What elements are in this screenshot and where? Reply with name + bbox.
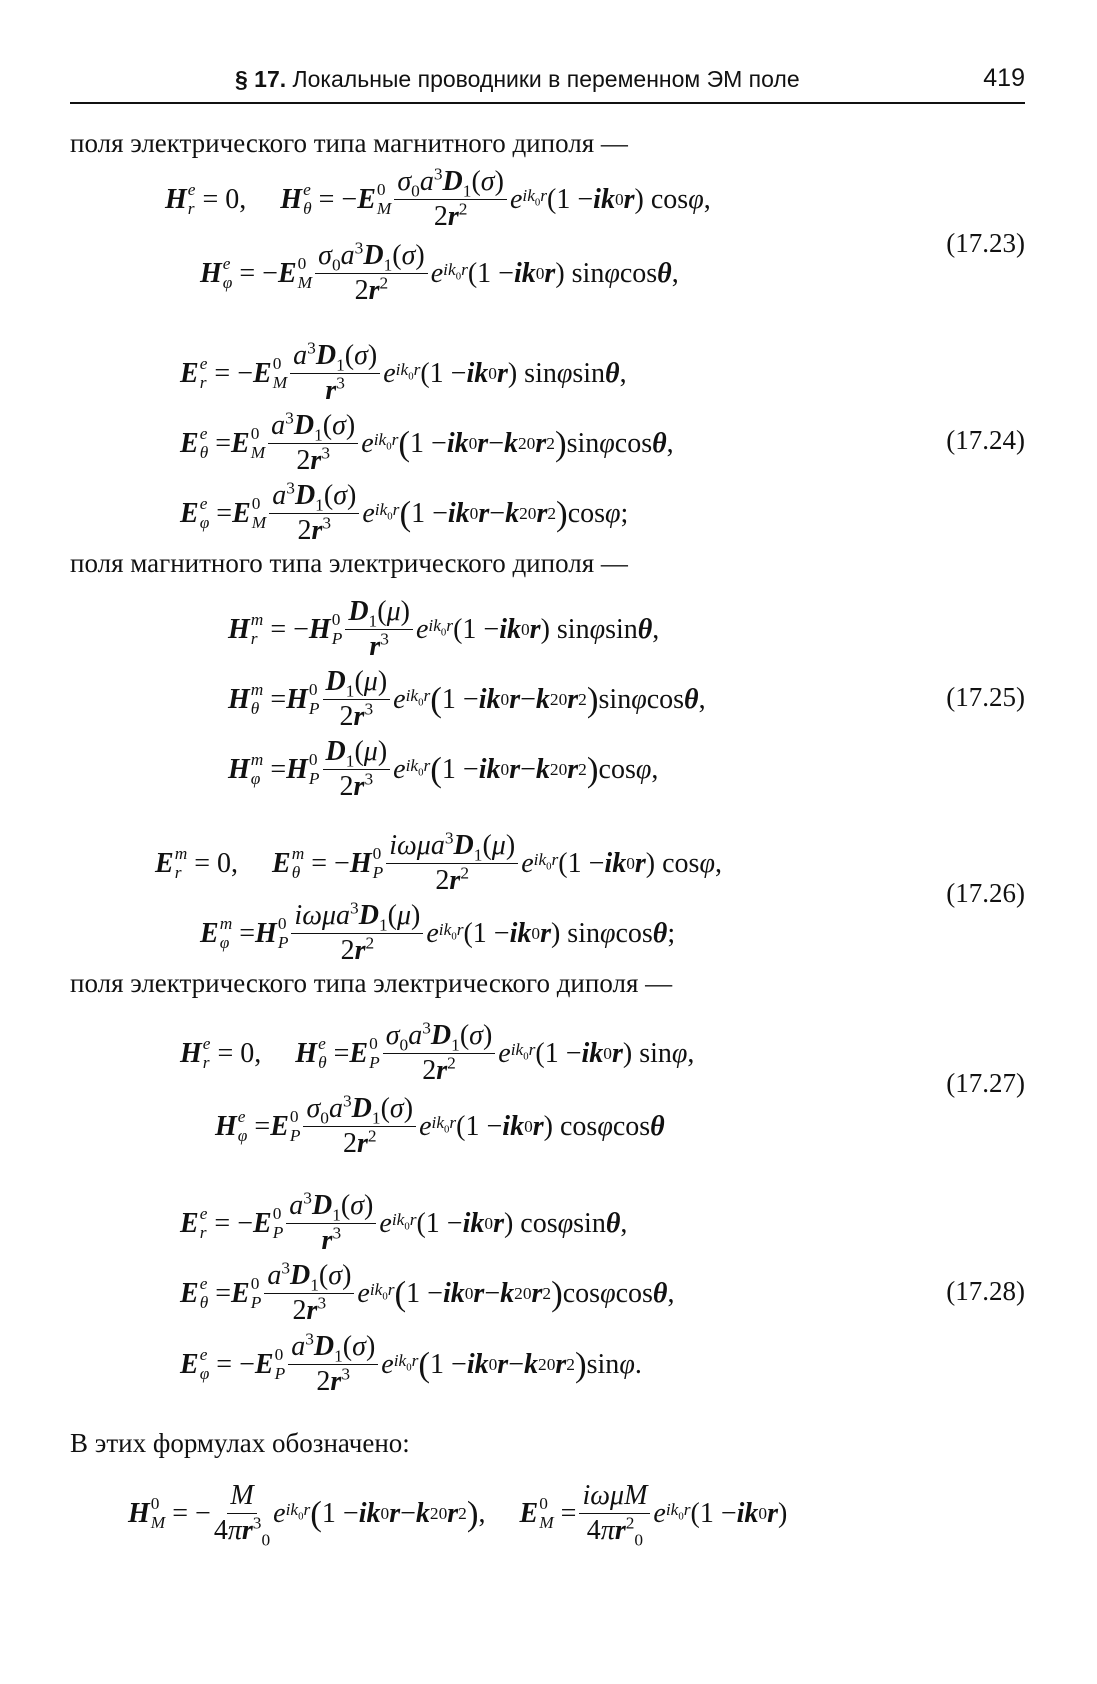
running-header xyxy=(70,62,1025,104)
paragraph-notation: В этих формулах обозначено: xyxy=(70,1428,410,1458)
equation-number-17-26: (17.26) xyxy=(946,878,1025,908)
paragraph-electric-dipole-magnetic-fields: поля магнитного типа электрического диполя — xyxy=(70,548,628,578)
equation-17-24-line-3: E e φ = E 0 M $a^3D_1(\sigma)$ $2r^3$ e $ik_0r$ ( 1 − ik 0 r − k 2 0 r 2 ) cos φ ; xyxy=(180,478,629,546)
equation-17-24-line-1: E e r = − E 0 M $a^3D_1(\sigma)$ $r^3$ e $ik_0r$ (1 − ik 0 r ) sin φ sin θ , xyxy=(180,338,627,406)
equation-definitions: H 0 M = − M $4\pi r^3_0$ e $ik_0r$ ( 1 − ik 0 r − k 2 0 r 2 ) , E 0 M = iωμM $4\pi r^2_0$ e $ik_0r$ (1 − ik 0 r ) xyxy=(128,1480,788,1550)
equation-number-17-27: (17.27) xyxy=(946,1068,1025,1098)
equation-17-26-line-2: E m φ = H 0 P $i\omega\mu a^3D_1(\mu)$ $2r^2$ e $ik_0r$ (1 − ik 0 r ) sin φ cos θ ; xyxy=(200,898,676,966)
equation-17-27-line-1: H e r = 0, H e θ = E 0 P $\sigma_0a^3D_1(\sigma)$ $2r^2$ e $ik_0r$ (1 − ik 0 r ) sin φ , xyxy=(180,1018,695,1086)
equation-17-26-line-1: E m r = 0, E m θ = − H 0 P $i\omega\mu a^3D_1(\mu)$ $2r^2$ e $ik_0r$ (1 − ik 0 r ) cos φ , xyxy=(155,828,722,896)
equation-number-17-24: (17.24) xyxy=(946,425,1025,455)
equation-17-23-line-1: H e r = 0, H e θ = − E 0 M $\sigma_0a^3D_1(\sigma)$ $2r^2$ e $ik_0r$ (1 − ik 0 r ) cos φ , xyxy=(165,164,711,232)
equation-17-27-line-2: H e φ = E 0 P $\sigma_0a^3D_1(\sigma)$ $2r^2$ e $ik_0r$ (1 − ik 0 r ) cos φ cos θ xyxy=(215,1091,665,1159)
page-number: 419 xyxy=(983,64,1025,92)
equation-17-28-line-1: E e r = − E 0 P $a^3D_1(\sigma)$ $r^3$ e $ik_0r$ (1 − ik 0 r ) cos φ sin θ , xyxy=(180,1188,628,1256)
section-title: Локальные проводники в переменном ЭМ поле xyxy=(292,66,800,92)
equation-17-24-line-2: E e θ = E 0 M $a^3D_1(\sigma)$ $2r^3$ e $ik_0r$ ( 1 − ik 0 r − k 2 0 r 2 ) sin φ cos θ , xyxy=(180,408,674,476)
paragraph-electric-dipole-electric-fields: поля электрического типа электрического диполя — xyxy=(70,968,673,998)
equation-number-17-23: (17.23) xyxy=(946,228,1025,258)
equation-number-17-25: (17.25) xyxy=(946,682,1025,712)
equation-17-28-line-2: E e θ = E 0 P $a^3D_1(\sigma)$ $2r^3$ e $ik_0r$ ( 1 − ik 0 r − k 2 0 r 2 ) cos φ cos θ , xyxy=(180,1258,675,1326)
equation-17-23-line-2: H e φ = − E 0 M $\sigma_0a^3D_1(\sigma)$ $2r^2$ e $ik_0r$ (1 − ik 0 r ) sin φ cos θ , xyxy=(200,238,679,306)
equation-17-28-line-3: E e φ = − E 0 P $a^3D_1(\sigma)$ $2r^3$ e $ik_0r$ ( 1 − ik 0 r − k 2 0 r 2 ) sin φ . xyxy=(180,1329,642,1397)
paragraph-magnetic-dipole-electric-fields: поля электрического типа магнитного диполя — xyxy=(70,128,628,158)
equation-17-25-line-3: H m φ = H 0 P $D_1(\mu)$ $2r^3$ e $ik_0r$ ( 1 − ik 0 r − k 2 0 r 2 ) cos φ , xyxy=(228,736,659,802)
equation-17-25-line-1: H m r = − H 0 P $D_1(\mu)$ $r^3$ e $ik_0r$ (1 − ik 0 r ) sin φ sin θ , xyxy=(228,596,660,662)
equation-number-17-28: (17.28) xyxy=(946,1276,1025,1306)
section-number: § 17. xyxy=(235,66,287,92)
equation-17-25-line-2: H m θ = H 0 P $D_1(\mu)$ $2r^3$ e $ik_0r$ ( 1 − ik 0 r − k 2 0 r 2 ) sin φ cos θ , xyxy=(228,666,706,732)
header-title xyxy=(235,66,800,93)
